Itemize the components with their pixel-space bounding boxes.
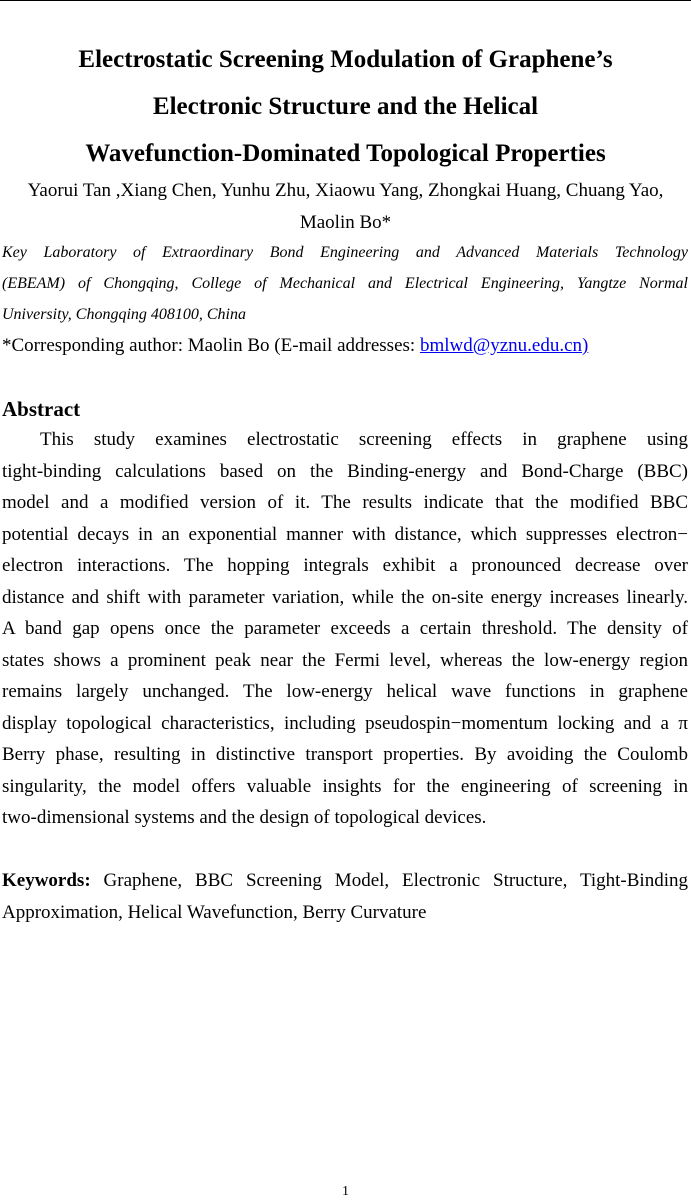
- abstract-line: This study examines electrostatic screening effects in graphene using: [40, 429, 688, 450]
- title-line: Electronic Structure and the Helical: [152, 93, 539, 120]
- abstract-line: two-dimensional systems and the design of topological devices.: [2, 807, 487, 828]
- author-line: Yaorui Tan ,Xiang Chen, Yunhu Zhu, Xiaowu Yang, Zhongkai Huang, Chuang Yao,: [27, 180, 664, 201]
- affiliation-line: University, Chongqing 408100, China: [2, 306, 246, 323]
- keywords-line: [2, 865, 688, 897]
- author-line: Maolin Bo*: [299, 212, 392, 233]
- abstract-heading: Abstract: [2, 397, 81, 421]
- abstract-line: A band gap opens once the parameter exceeds a certain threshold. The density of: [2, 618, 688, 639]
- keywords-line: Approximation, Helical Wavefunction, Berry Curvature: [2, 902, 427, 923]
- keywords-text: Graphene, BBC Screening Model, Electronic Structure, Tight-Binding: [90, 870, 688, 891]
- affiliation-line: Key Laboratory of Extraordinary Bond Engineering and Advanced Materials Technology: [2, 244, 688, 261]
- abstract-line: remains largely unchanged. The low-energy helical wave functions in graphene: [2, 681, 688, 702]
- author-list: [0, 175, 691, 239]
- paper-title: [0, 36, 691, 177]
- abstract-line: tight-binding calculations based on the Binding-energy and Bond-Charge (BBC): [2, 460, 688, 482]
- top-rule: [0, 0, 691, 1]
- keywords: [2, 865, 688, 929]
- abstract-line: states shows a prominent peak near the Fermi level, whereas the low-energy region: [2, 649, 688, 671]
- abstract-line: electron interactions. The hopping integrals exhibit a pronounced decrease over: [2, 555, 688, 576]
- email-link[interactable]: bmlwd@yznu.edu.cn): [419, 335, 589, 356]
- abstract-line: distance and shift with parameter variation, while the on-site energy increases linearly.: [2, 586, 688, 608]
- affiliation: [2, 237, 688, 330]
- abstract-line: singularity, the model offers valuable insights for the engineering of screening in: [2, 775, 688, 797]
- corresponding-author: [2, 330, 688, 362]
- affiliation-line: (EBEAM) of Chongqing, College of Mechanical and Electrical Engineering, Yangtze Normal: [2, 275, 688, 292]
- abstract-line: model and a modified version of it. The results indicate that the modified BBC: [2, 492, 688, 513]
- abstract-line: potential decays in an exponential manner with distance, which suppresses electron−: [2, 523, 688, 545]
- keywords-label: Keywords:: [2, 870, 91, 891]
- page-number: 1: [342, 1184, 349, 1199]
- corresponding-text: *Corresponding author: Maolin Bo (E-mail addresses:: [2, 335, 420, 356]
- abstract-body: [2, 424, 688, 834]
- abstract-line: display topological characteristics, including pseudospin−momentum locking and a π: [2, 712, 688, 734]
- title-line: Wavefunction-Dominated Topological Properties: [85, 140, 606, 167]
- title-line: Electrostatic Screening Modulation of Graphene’s: [78, 46, 613, 73]
- abstract-line: Berry phase, resulting in distinctive transport properties. By avoiding the Coulomb: [2, 744, 688, 765]
